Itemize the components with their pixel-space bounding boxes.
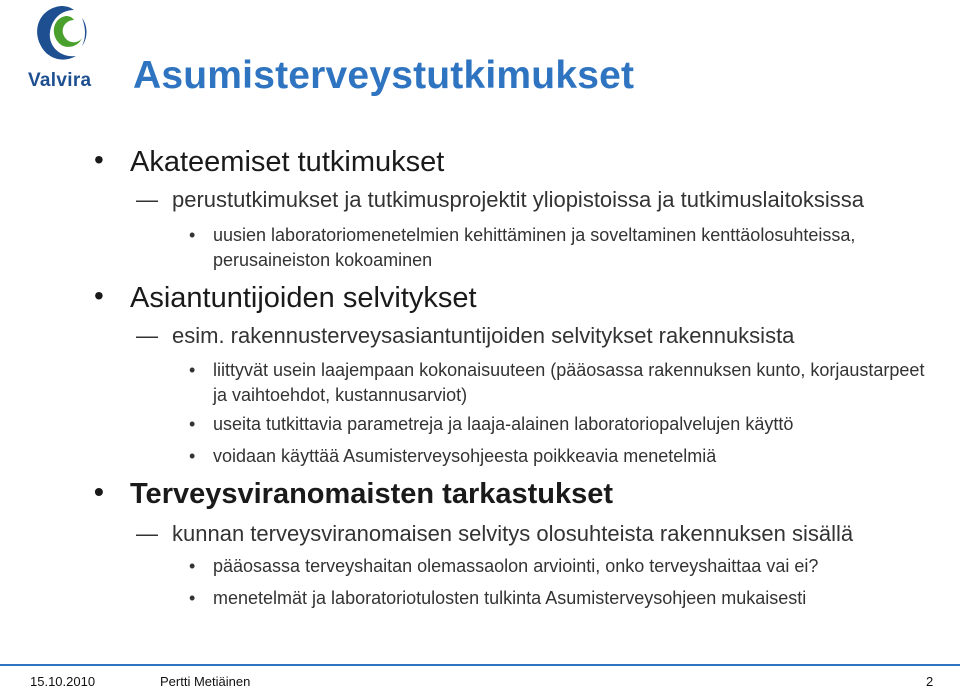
footer-page-number: 2 [926,674,934,689]
section-point: • pääosassa terveyshaitan olemassaolon arviointi, onko terveyshaittaa vai ei? [213,554,933,579]
section-sub: — perustutkimukset ja tutkimusprojektit yliopistoissa ja tutkimuslaitoksissa [172,187,864,213]
section-point: • menetelmät ja laboratoriotulosten tulkinta Asumisterveysohjeen mukaisesti [213,586,933,611]
section-point: • uusien laboratoriomenetelmien kehittäminen ja soveltaminen kenttäolosuhteissa, perusaineiston kokoaminen [213,223,933,273]
section-heading: • Asiantuntijoiden selvitykset [130,282,477,315]
section-point: • voidaan käyttää Asumisterveysohjeesta poikkeavia menetelmiä [213,444,933,469]
section-heading: • Akateemiset tutkimukset [130,146,444,179]
section-heading: • Terveysviranomaisten tarkastukset [130,478,613,511]
footer-author: Pertti Metiäinen [160,674,251,689]
page-title: Asumisterveystutkimukset [133,54,635,97]
section-sub: — kunnan terveysviranomaisen selvitys olosuhteista rakennuksen sisällä [172,521,853,547]
valvira-logo-icon [26,4,96,70]
footer-date: 15.10.2010 [30,674,96,689]
section-point: • liittyvät usein laajempaan kokonaisuuteen (pääosassa rakennuksen kunto, korjaustarpeet ja vaihtoehdot, kustannusarviot) [213,358,933,408]
logo-text: Valvira [28,70,92,91]
section-point: • useita tutkittavia parametreja ja laaja-alainen laboratoriopalvelujen käyttö [213,412,933,437]
footer-divider [0,664,960,666]
section-sub: — esim. rakennusterveysasiantuntijoiden selvitykset rakennuksista [172,323,794,349]
valvira-logo [26,4,96,94]
